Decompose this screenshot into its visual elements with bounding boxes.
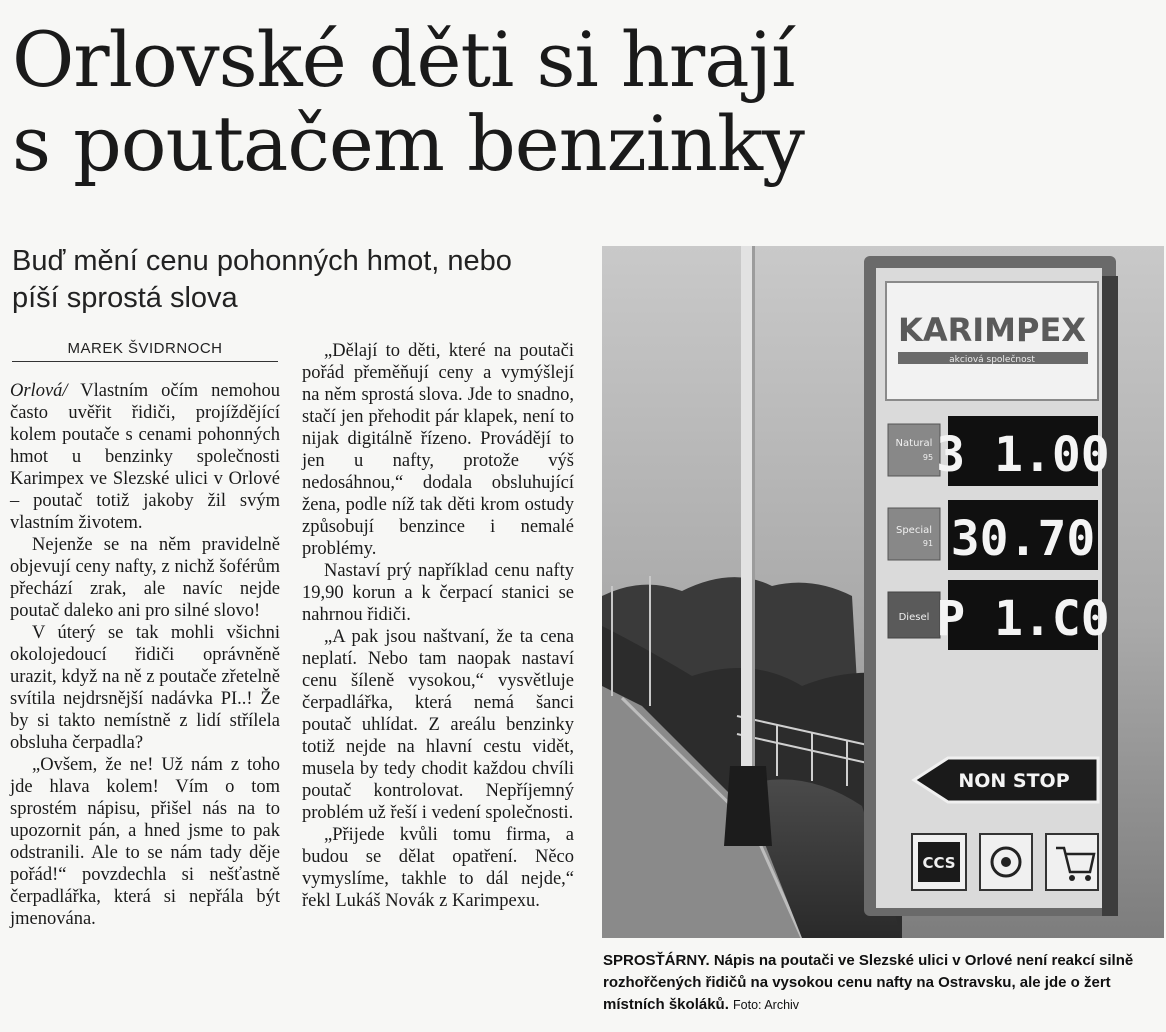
article-column-1 <box>10 380 280 930</box>
paragraph: Nastaví prý například cenu nafty 19,90 korun a k čerpací stanici se nahrnou řidiči. <box>302 561 574 625</box>
price-row <box>888 500 1098 570</box>
nonstop-label: NON STOP <box>958 770 1070 792</box>
lamp-post-base <box>724 766 772 846</box>
paragraph: Nejenže se na něm pravidelně objevují ceny nafty, z nichž šoférům přechází zrak, ale navíc nejde poutač daleko ani pro silné slovo! <box>10 535 280 621</box>
sign-tagline: akciová společnost <box>949 355 1035 365</box>
ccs-logo-text: CCS <box>922 854 956 872</box>
subheadline <box>12 243 582 317</box>
fuel-label: Diesel <box>898 612 930 623</box>
paragraph: „Ovšem, že ne! Už nám z toho jde hlava kolem! Vím o tom sprostém nápisu, přišel nás na to upozornit pán, a hned jsme to pak odstranili. Ale to se nám tady děje pořád!“ povzdechla si nešťastně čerpadlářka, která si nepřála být jmenována. <box>10 755 280 929</box>
headline-line-2: s poutačem benzinky <box>12 99 804 188</box>
fuel-label: Special <box>895 525 933 536</box>
fuel-label: Natural <box>895 438 933 449</box>
fuel-grade: 91 <box>922 539 934 548</box>
dateline: Orlová/ <box>10 381 68 401</box>
subhead-line-2: píší sprostá slova <box>12 282 238 314</box>
byline: MAREK ŠVIDRNOCH <box>12 340 278 362</box>
headline <box>12 15 992 188</box>
paragraph: V úterý se tak mohli všichni okolojedoucí řidiči oprávněně urazit, když na ně z poutače zřetelně svítila nejdrsnější nadávka PI..! Že by si takto nemístně z lidí střílela obsluha čerpadla? <box>10 623 280 753</box>
paragraph <box>10 380 280 534</box>
photo-caption <box>603 950 1163 1016</box>
sign-brand: KARIMPEX <box>898 311 1086 349</box>
price-value: P 1.C0 <box>936 591 1110 647</box>
paragraph: „A pak jsou naštvaní, že ta cena neplatí. Nebo tam naopak nastaví cenu šíleně vysokou,“ vysvětluje čerpadlářka, která nemá šanci poutač uhlídat. Z areálu benzinky totiž nejde na hlavní cestu vidět, musela by tedy chodit každou chvíli poutač kontrolovat. Nepříjemný problém už řeší i vedení společnosti. <box>302 627 574 823</box>
caption-text: SPROSŤÁRNY. Nápis na poutači ve Slezské ulici v Orlové není reakcí silně rozhořčených řidičů na vysokou cenu nafty na Ostravsku, ale jde o žert místních školáků. <box>603 952 1134 1013</box>
price-value: 30.70 <box>950 511 1096 567</box>
subhead-line-1: Buď mění cenu pohonných hmot, nebo <box>12 245 512 277</box>
ccs-card-logo <box>912 834 966 890</box>
paragraph-text: Vlastním očím nemohou často uvěřit řidiči, projíždějící kolem poutače s cenami pohonných hmot u benzinky společnosti Karimpex ve Slezské ulici v Orlové – poutač totiž jakoby žil svým vlastním životem. <box>10 381 280 533</box>
price-row <box>888 416 1110 486</box>
headline-line-1: Orlovské děti si hrají <box>12 15 795 104</box>
photo-credit: Foto: Archiv <box>733 998 800 1012</box>
article-column-2 <box>302 340 574 912</box>
news-photo <box>602 246 1164 938</box>
paragraph: „Dělají to děti, které na poutači pořád přeměňují ceny a vymýšlejí na něm sprostá slova. Jde to snadno, stačí jen přehodit pár klapek, není to nijak digitálně řízeno. Provádějí to jen u nafty, protože výš nedosáhnou,“ dodala obsluhující žena, podle níž tak děti krom ostudy způsobují benzince i nemalé problémy. <box>302 341 574 559</box>
camera-icon <box>980 834 1032 890</box>
shopping-cart-icon <box>1046 834 1098 890</box>
paragraph: „Přijede kvůli tomu firma, a budou se dělat opatření. Něco vymyslíme, takhle to dál nejde,“ řekl Lukáš Novák z Karimpexu. <box>302 825 574 911</box>
fuel-grade: 95 <box>922 453 934 462</box>
price-value: 3 1.00 <box>936 427 1110 483</box>
